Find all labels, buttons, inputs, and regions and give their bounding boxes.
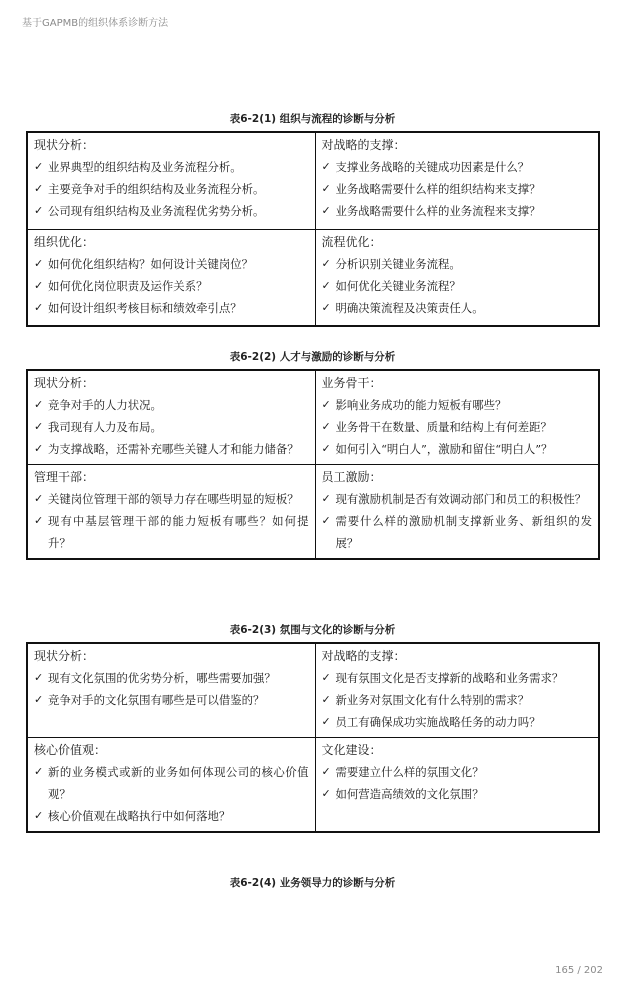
table-cell	[27, 738, 315, 833]
check-icon: ✓	[321, 442, 331, 455]
list-item	[34, 394, 309, 416]
check-icon: ✓	[34, 182, 44, 195]
list-item-text: 现有氛围文化是否支撑新的战略和业务需求？	[335, 671, 564, 685]
list-item-text: 我司现有人力及布局。	[48, 420, 162, 434]
check-icon: ✓	[34, 204, 44, 217]
check-icon: ✓	[321, 492, 331, 505]
table-cell	[27, 370, 315, 465]
checklist	[322, 394, 593, 460]
cell-title: 员工激励：	[321, 470, 382, 484]
list-item	[322, 156, 593, 178]
check-icon: ✓	[321, 514, 331, 527]
cell-title: 核心价值观：	[34, 743, 107, 757]
check-icon: ✓	[34, 160, 44, 173]
list-item	[34, 200, 309, 222]
list-item	[322, 667, 593, 689]
list-item-text: 新的业务模式或新的业务如何体现公司的核心价值观？	[48, 765, 309, 801]
check-icon: ✓	[321, 160, 331, 173]
check-icon: ✓	[321, 182, 331, 195]
list-item-text: 现有激励机制是否有效调动部门和员工的积极性？	[335, 492, 587, 506]
list-item	[34, 761, 309, 805]
list-item-text: 关键岗位管理干部的领导力存在哪些明显的短板？	[48, 492, 299, 506]
list-item-text: 业界典型的组织结构及业务流程分析。	[48, 160, 242, 174]
checklist	[34, 156, 309, 222]
check-icon: ✓	[321, 671, 331, 684]
list-item	[322, 394, 593, 416]
list-item-text: 需要建立什么样的氛围文化？	[335, 765, 484, 779]
list-item	[34, 438, 309, 460]
list-item	[34, 156, 309, 178]
list-item-text: 现有中基层管理干部的能力短板有哪些？如何提升？	[48, 514, 309, 550]
checklist	[322, 253, 593, 319]
list-item-text: 业务骨干在数量、质量和结构上有何差距？	[335, 420, 552, 434]
checklist	[34, 667, 309, 711]
check-icon: ✓	[34, 300, 44, 314]
list-item	[322, 510, 593, 554]
check-icon: ✓	[34, 693, 44, 706]
check-icon: ✓	[34, 442, 44, 455]
cell-title: 文化建设：	[321, 743, 382, 757]
cell-title: 现状分析：	[34, 376, 95, 390]
list-item	[34, 689, 309, 711]
cell-title: 现状分析：	[34, 649, 95, 663]
checklist	[322, 156, 593, 222]
check-icon: ✓	[321, 256, 331, 270]
table-caption: 表6-2(4) 业务领导力的诊断与分析	[229, 877, 396, 889]
check-icon: ✓	[321, 787, 331, 800]
list-item-text: 影响业务成功的能力短板有哪些？	[335, 398, 507, 412]
table-row	[27, 643, 599, 738]
list-item	[34, 488, 309, 510]
table-cell	[27, 132, 315, 229]
check-icon: ✓	[34, 765, 44, 778]
check-icon: ✓	[321, 278, 331, 292]
table-cell	[315, 738, 599, 833]
list-item-text: 员工有确保成功实施战略任务的动力吗？	[335, 715, 541, 729]
checklist	[34, 394, 309, 460]
table-row	[27, 465, 599, 560]
checklist	[34, 488, 309, 554]
check-icon: ✓	[34, 809, 44, 822]
page-number: 165 / 202	[555, 965, 603, 976]
check-icon: ✓	[34, 398, 44, 411]
list-item-text: 竞争对手的人力状况。	[48, 398, 162, 412]
table-row	[27, 738, 599, 833]
list-item-text: 业务战略需要什么样的组织结构来支撑？	[335, 182, 541, 196]
check-icon: ✓	[34, 278, 44, 292]
table-caption: 表6-2(2) 人才与激励的诊断与分析	[229, 351, 396, 363]
check-icon: ✓	[321, 398, 331, 411]
list-item	[322, 416, 593, 438]
list-item	[322, 761, 593, 783]
list-item-text: 如何优化组织结构？如何设计关键岗位？	[48, 256, 254, 271]
list-item-text: 如何优化岗位职责及运作关系？	[48, 278, 208, 293]
list-item-text: 为支撑战略，还需补充哪些关键人才和能力储备？	[48, 442, 299, 456]
cell-title: 对战略的支撑：	[321, 649, 406, 663]
list-item	[34, 416, 309, 438]
check-icon: ✓	[321, 420, 331, 433]
check-icon: ✓	[321, 765, 331, 778]
check-icon: ✓	[321, 715, 331, 728]
list-item-text: 新业务对氛围文化有什么特别的需求？	[335, 693, 530, 707]
table-row	[27, 132, 599, 229]
checklist	[34, 253, 309, 319]
check-icon: ✓	[321, 300, 331, 314]
checklist	[322, 761, 593, 805]
list-item-text: 核心价值观在战略执行中如何落地？	[48, 809, 231, 823]
list-item-text: 如何优化关键业务流程？	[335, 278, 461, 293]
list-item	[322, 297, 593, 319]
list-item	[34, 510, 309, 554]
list-item	[34, 805, 309, 827]
list-item	[322, 200, 593, 222]
check-icon: ✓	[321, 693, 331, 706]
list-item-text: 如何营造高绩效的文化氛围？	[335, 787, 484, 801]
list-item	[322, 438, 593, 460]
list-item	[34, 297, 309, 319]
list-item-text: 公司现有组织结构及业务流程优劣势分析。	[48, 204, 265, 218]
check-icon: ✓	[34, 256, 44, 270]
cell-title: 现状分析：	[34, 138, 95, 152]
table-cell	[315, 229, 599, 326]
check-icon: ✓	[34, 671, 44, 684]
table-cell	[315, 465, 599, 560]
list-item-text: 需要什么样的激励机制支撑新业务、新组织的发展？	[335, 514, 592, 550]
checklist	[34, 761, 309, 827]
list-item	[34, 275, 309, 297]
list-item	[34, 178, 309, 200]
table-cell	[27, 229, 315, 326]
cell-title: 组织优化：	[34, 234, 95, 249]
table-cell	[315, 643, 599, 738]
diagnosis-table	[26, 131, 600, 327]
list-item	[322, 783, 593, 805]
check-icon: ✓	[34, 420, 44, 433]
table-caption: 表6-2(1) 组织与流程的诊断与分析	[229, 113, 396, 125]
list-item	[322, 253, 593, 275]
list-item-text: 支撑业务战略的关键成功因素是什么？	[335, 160, 530, 174]
list-item	[322, 689, 593, 711]
list-item-text: 竞争对手的文化氛围有哪些是可以借鉴的？	[48, 693, 265, 707]
list-item	[322, 275, 593, 297]
list-item	[322, 488, 593, 510]
diagnosis-table	[26, 642, 600, 833]
list-item-text: 业务战略需要什么样的业务流程来支撑？	[335, 204, 541, 218]
checklist	[322, 488, 593, 554]
table-cell	[27, 643, 315, 738]
list-item	[322, 178, 593, 200]
cell-title: 对战略的支撑：	[321, 138, 406, 152]
list-item	[322, 711, 593, 733]
list-item	[34, 253, 309, 275]
check-icon: ✓	[34, 492, 44, 505]
check-icon: ✓	[321, 204, 331, 217]
table-cell	[315, 132, 599, 229]
list-item-text: 现有文化氛围的优劣势分析，哪些需要加强？	[48, 671, 276, 685]
running-header: 基于GAPMB的组织体系诊断方法	[22, 18, 169, 29]
list-item-text: 主要竞争对手的组织结构及业务流程分析。	[48, 182, 265, 196]
list-item-text: 明确决策流程及决策责任人。	[335, 300, 484, 315]
checklist	[322, 667, 593, 733]
list-item-text: 分析识别关键业务流程。	[335, 256, 461, 271]
table-caption: 表6-2(3) 氛围与文化的诊断与分析	[229, 624, 396, 636]
list-item	[34, 667, 309, 689]
table-row	[27, 370, 599, 465]
table-cell	[315, 370, 599, 465]
cell-title: 流程优化：	[321, 234, 382, 249]
table-row	[27, 229, 599, 326]
table-cell	[27, 465, 315, 560]
check-icon: ✓	[34, 514, 44, 527]
diagnosis-table	[26, 369, 600, 560]
list-item-text: 如何设计组织考核目标和绩效牵引点？	[48, 300, 242, 315]
list-item-text: 如何引入“明白人”，激励和留住“明白人”？	[335, 442, 553, 456]
cell-title: 业务骨干：	[321, 376, 382, 390]
cell-title: 管理干部：	[34, 470, 95, 484]
